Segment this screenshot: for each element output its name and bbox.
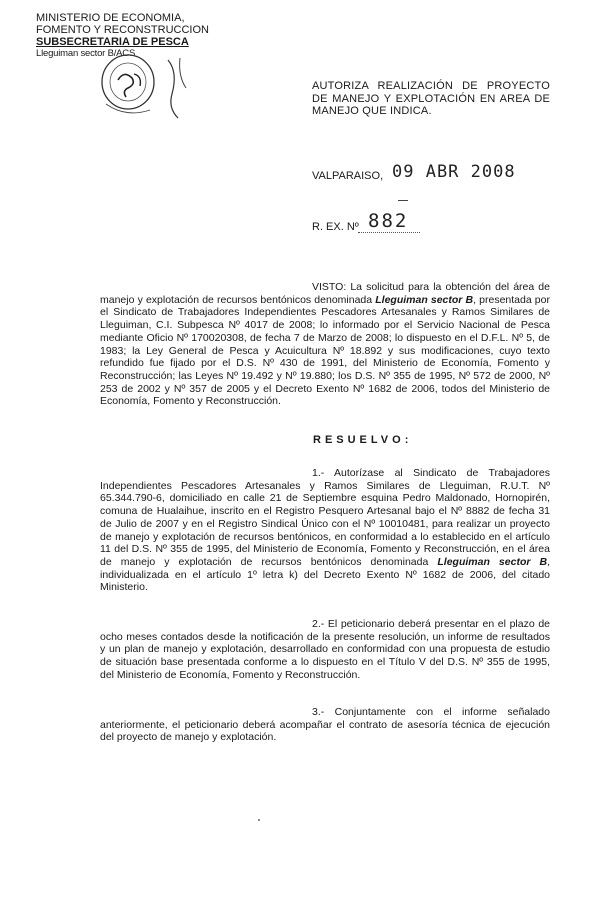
stamp-mark: [398, 200, 408, 201]
visto-text: VISTO: La solicitud para la obtención del área de manejo y explotación de recursos bentónicos denominada: [100, 281, 550, 306]
area-name: Lleguiman sector B: [437, 555, 548, 568]
number-underline: [358, 232, 420, 233]
visto-paragraph: [100, 281, 550, 408]
resolution-subject: AUTORIZA REALIZACIÓN DE PROYECTO DE MANEJO Y EXPLOTACIÓN EN AREA DE MANEJO QUE INDICA.: [312, 80, 550, 117]
place-label: VALPARAISO,: [312, 170, 384, 182]
article-1-text-rest: , individualizada en el artículo 1º letra k) del Decreto Exento Nº 1682 de 2006, del citado Ministerio.: [100, 555, 550, 594]
resuelvo-heading: RESUELVO:: [313, 434, 413, 446]
visto-text-rest: , presentada por el Sindicato de Trabajadores Independientes Pescadores Artesanales y Ramos Similares de Lleguiman, C.I. Subpesca Nº 4017 de 2008; lo informado por el Servicio Nacional de Pesca mediante Oficio Nº 170020308, de fecha 7 de Marzo de 2008; lo dispuesto en el D.F.L. Nº 5, de 1983; la Ley General de Pesca y Acuicultura Nº 18.892 y sus modificaciones, cuyo texto refundido fue fijado por el D.S. Nº 430 de 1991, del Ministerio de Economía, Fomento y Reconstrucción; las Leyes Nº 19.492 y Nº 19.880; los D.S. Nº 355 de 1995, Nº 572 de 2000, Nº 253 de 2002 y Nº 357 de 2005 y el Decreto Exento Nº 1682 de 2006, todos del Ministerio de Economía, Fomento y Reconstrucción.: [100, 293, 550, 408]
subsecretaria-line: SUBSECRETARIA DE PESCA: [36, 36, 189, 48]
article-1: [100, 467, 550, 594]
article-3: 3.- Conjuntamente con el informe señalado anteriormente, el peticionario deberá acompañar el contrato de asesoría técnica de ejecución del proyecto de manejo y explotación.: [100, 706, 550, 744]
article-1-text: 1.- Autorízase al Sindicato de Trabajadores Independientes Pescadores Artesanales y Ramos Similares de Lleguiman, R.U.T. Nº 65.344.790-6, domiciliado en calle 21 de Septiembre esquina Pedro Maldonado, Hornopirén, comuna de Hualaihue, inscrito en el Registro Pesquero Artesanal bajo el Nº 8882 de fecha 31 de Julio de 2007 y en el Registro Sindical Único con el Nº 10010481, para realizar un proyecto de manejo y explotación de recursos bentónicos, en conformidad a lo establecido en el artículo 11 del D.S. Nº 355 de 1995, del Ministerio de Economía, Fomento y Reconstrucción, en el área de manejo y explotación de recursos bentónicos denominada: [100, 467, 550, 568]
page-speck: [258, 819, 260, 821]
area-name: Lleguiman sector B: [375, 293, 474, 306]
ministry-line-2: FOMENTO Y RECONSTRUCCION: [36, 24, 209, 36]
resolution-number-label: R. EX. Nº: [312, 221, 359, 233]
ministry-line: MINISTERIO DE ECONOMIA,: [36, 12, 185, 24]
resolution-number: 882: [368, 210, 409, 232]
file-reference: Lleguiman sector B/ACS: [36, 48, 136, 59]
article-2: 2.- El peticionario deberá presentar en el plazo de ocho meses contados desde la notificación de la presente resolución, un informe de resultados y un plan de manejo y explotación, desarrollado en conformidad con una propuesta de estudio de situación base presentada conforme a lo dispuesto en el Título V del D.S. Nº 355 de 1995, del Ministerio de Economía, Fomento y Reconstrucción.: [100, 618, 550, 681]
official-seal-stamp: [98, 52, 208, 124]
date-stamp: 09 ABR 2008: [392, 162, 516, 182]
